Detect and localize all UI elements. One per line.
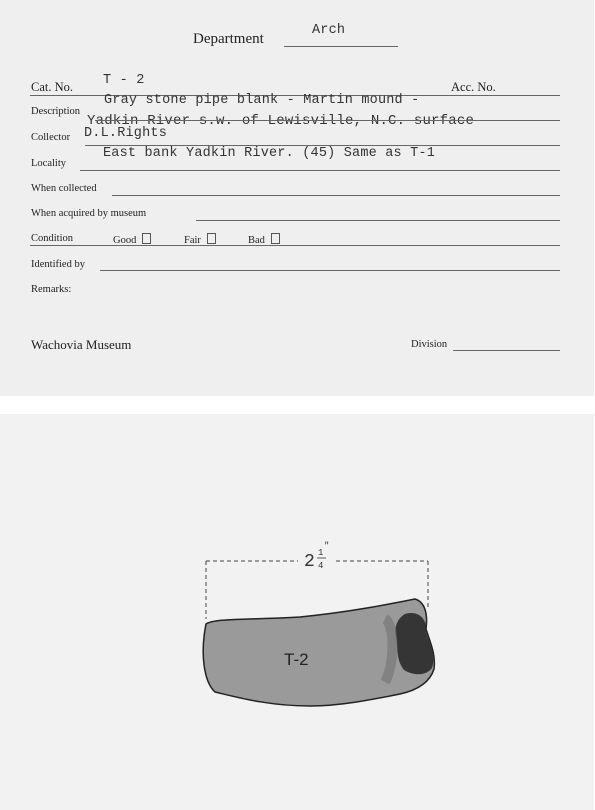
remarks-label: Remarks: [31, 284, 72, 295]
dimension-whole: 2 [304, 552, 315, 572]
identified-by-rule [100, 270, 560, 271]
condition-label: Condition [31, 233, 74, 244]
department-value: Arch [312, 23, 346, 38]
division-rule [453, 350, 560, 351]
locality-rule [80, 170, 560, 171]
museum-name: Wachovia Museum [31, 337, 132, 352]
catalog-card-back [0, 414, 594, 810]
collector-value: D.L.Rights [84, 126, 168, 141]
pipe-blank-drawing [0, 414, 594, 810]
department-label: Department [193, 31, 264, 47]
object-label: T-2 [284, 650, 309, 669]
when-collected-rule [112, 195, 560, 196]
cat-no-label: Cat. No. [31, 80, 74, 94]
good-label: Good [113, 235, 137, 246]
fair-label: Fair [184, 235, 201, 246]
dimension-mark: " [324, 541, 330, 551]
dark-end [395, 613, 433, 674]
department-rule [284, 46, 398, 47]
catalog-card-front [0, 0, 594, 396]
bad-checkbox[interactable] [271, 233, 280, 244]
description-rule [95, 120, 560, 121]
collector-label: Collector [31, 132, 71, 143]
condition-rule [30, 245, 560, 246]
dimension-den: 4 [318, 561, 324, 571]
when-acquired-label: When acquired by museum [31, 208, 147, 219]
fair-checkbox[interactable] [207, 233, 216, 244]
dimension-num: 1 [318, 548, 324, 558]
division-label: Division [411, 339, 448, 350]
description-line-2: Yadkin River s.w. of Lewisville, N.C. surface [87, 113, 475, 129]
locality-label: Locality [31, 158, 66, 169]
cat-no-value: T - 2 [103, 73, 145, 88]
acc-no-label: Acc. No. [451, 80, 496, 94]
description-line-1: Gray stone pipe blank - Martin mound - [104, 93, 420, 108]
identified-by-label: Identified by [31, 259, 85, 270]
bad-label: Bad [248, 235, 265, 246]
when-collected-label: When collected [31, 183, 97, 194]
good-checkbox[interactable] [142, 233, 151, 244]
description-label: Description [31, 106, 80, 117]
when-acquired-rule [196, 220, 560, 221]
locality-value: East bank Yadkin River. (45) Same as T-1 [103, 146, 436, 161]
